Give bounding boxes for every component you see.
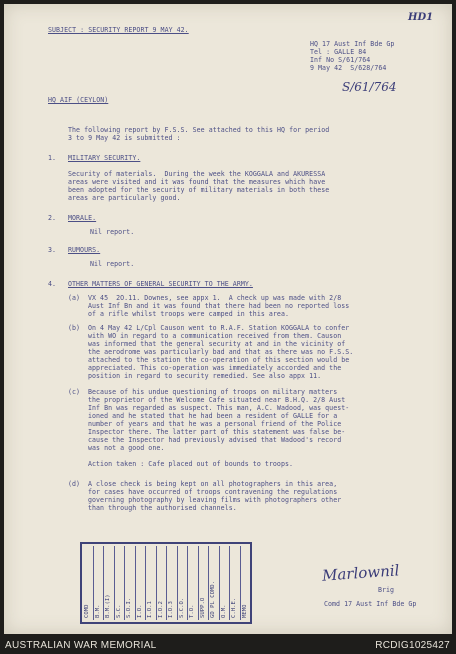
section-3-heading: RUMOURS.: [68, 246, 101, 254]
section-1-line: Security of materials. During the week the KOGGALA and AKURESSA: [68, 170, 326, 178]
subject-line: SUBJECT : SECURITY REPORT 9 MAY 42.: [48, 26, 189, 34]
item-a-line: of a rifle whilst troops were camped in this area.: [88, 310, 289, 318]
item-b-line: position in regard to security remedied. See also appx 11.: [88, 372, 322, 380]
item-a-line: Aust Inf Bn and it was found that there had been no reported loss: [88, 302, 350, 310]
item-c-line: the proprietor of the Welcome Cafe situated near B.H.Q. 2/8 Aust: [88, 396, 346, 404]
stamp-divider: [208, 546, 209, 620]
stamp-label: GD PL COMD.: [210, 580, 216, 618]
intro-line-1: The following report by F.S.S. See attached to this HQ for period: [68, 126, 330, 134]
record-id: RCDIG1025427: [375, 640, 450, 651]
stamp-label: O.M.: [220, 604, 227, 618]
item-b-line: On 4 May 42 L/Cpl Causon went to R.A.F. Station KOGGALA to confer: [88, 324, 350, 332]
distribution-stamp: [80, 542, 252, 624]
section-3-number: 3.: [48, 246, 57, 254]
item-d-line: A close check is being kept on all photographers in this area,: [88, 480, 338, 488]
document-page: [4, 4, 452, 634]
stamp-label: I.O.3: [168, 601, 174, 618]
intro-line-2: 3 to 9 May 42 is submitted :: [68, 134, 181, 142]
hq-line-1: HQ 17 Aust Inf Bde Gp: [310, 40, 395, 48]
signature-rank: Brig: [378, 586, 395, 594]
file-reference-handwritten: S/61/764: [342, 80, 397, 94]
stamp-divider: [114, 546, 115, 620]
stamp-label: C.H.E.: [231, 597, 237, 618]
section-1-line: been adopted for the security of military materials in both these: [68, 186, 330, 194]
section-3-body: Nil report.: [90, 260, 135, 268]
section-2-heading: MORALE.: [68, 214, 97, 222]
item-c-line: was not a good one.: [88, 444, 165, 452]
item-b-line: attached to the station the co-operation of this section would be: [88, 356, 350, 364]
stamp-divider: [103, 546, 104, 620]
section-1-line: areas were visited and it was found that the measures which have: [68, 178, 326, 186]
item-a-line: VX 45 2O.11. Downes, see appx 1. A check up was made with 2/8: [88, 294, 342, 302]
section-2-body: Nil report.: [90, 228, 135, 236]
section-4-heading: OTHER MATTERS OF GENERAL SECURITY TO THE ARMY.: [68, 280, 253, 288]
item-c-action: Action taken : Cafe placed out of bounds to troops.: [88, 460, 294, 468]
stamp-divider: [187, 546, 188, 620]
section-4-number: 4.: [48, 280, 57, 288]
stamp-label: B.M.(I): [105, 594, 111, 618]
stamp-label: I.O.: [136, 604, 143, 618]
stamp-divider: [219, 546, 220, 620]
stamp-label: S.O.I.: [126, 597, 132, 618]
item-c-line: Inf Bn was regarded as suspect. This man, A.C. Wadood, was quest-: [88, 404, 350, 412]
stamp-label: S.C.: [115, 604, 122, 618]
stamp-divider: [145, 546, 146, 620]
item-a-marker: (a): [68, 294, 81, 302]
item-b-line: the aerodrome was particularly bad and that as there was no F.S.S.: [88, 348, 354, 356]
stamp-divider: [135, 546, 136, 620]
stamp-label: S.C.O.: [178, 597, 185, 618]
item-c-line: number of years and that he was a personal friend of the Police: [88, 420, 342, 428]
addressee: HQ AIF (CEYLON): [48, 96, 109, 104]
hq-line-2: Tel : GALLE 84: [310, 48, 367, 56]
stamp-divider: [198, 546, 199, 620]
hq-line-4: 9 May 42 S/628/764: [310, 64, 387, 72]
item-c-marker: (c): [68, 388, 81, 396]
item-b-line: with WO in regard to a communication received from them. Causon: [88, 332, 342, 340]
stamp-divider: [177, 546, 178, 620]
stamp-label: COMD: [84, 604, 90, 618]
hd-mark: HD1: [408, 12, 434, 23]
stamp-divider: [156, 546, 157, 620]
stamp-divider: [124, 546, 125, 620]
archive-footer: [0, 636, 456, 654]
item-b-line: appreciated. This co-operation was immediately accorded and the: [88, 364, 342, 372]
stamp-divider: [93, 546, 94, 620]
section-1-number: 1.: [48, 154, 57, 162]
section-1-line: areas are particularly good.: [68, 194, 181, 202]
item-d-line: governing photography by leaving films with photographers other: [88, 496, 342, 504]
signature-block: Comd 17 Aust Inf Bde Gp: [324, 600, 417, 608]
stamp-label: SUPP.O: [199, 597, 206, 618]
stamp-label: I.O.1: [147, 601, 153, 618]
item-d-line: than through the authorised channels.: [88, 504, 237, 512]
item-c-line: cause the Inspector had previously advised that Wadood's record: [88, 436, 342, 444]
archive-name: AUSTRALIAN WAR MEMORIAL: [5, 640, 157, 651]
stamp-label: I.O.2: [157, 601, 164, 618]
stamp-label: MEMO: [241, 604, 248, 618]
section-2-number: 2.: [48, 214, 57, 222]
item-b-marker: (b): [68, 324, 81, 332]
item-d-marker: (d): [68, 480, 81, 488]
item-c-line: ioned and he stated that he had been a resident of GALLE for a: [88, 412, 338, 420]
item-c-line: Inspector there. The latter part of this statement was false be-: [88, 428, 346, 436]
stamp-divider: [240, 546, 241, 620]
signature: Marlownil: [321, 561, 400, 585]
section-1-heading: MILITARY SECURITY.: [68, 154, 141, 162]
stamp-divider: [229, 546, 230, 620]
item-d-line: for cases have occurred of troops contravening the regulations: [88, 488, 338, 496]
stamp-label: B.M.: [94, 604, 101, 618]
stamp-divider: [166, 546, 167, 620]
hq-line-3: Inf No S/61/764: [310, 56, 371, 64]
item-c-line: Because of his undue questioning of troops on military matters: [88, 388, 338, 396]
stamp-label: T.O.: [189, 604, 195, 618]
item-b-line: was informed that the general security at and in the vicinity of: [88, 340, 346, 348]
